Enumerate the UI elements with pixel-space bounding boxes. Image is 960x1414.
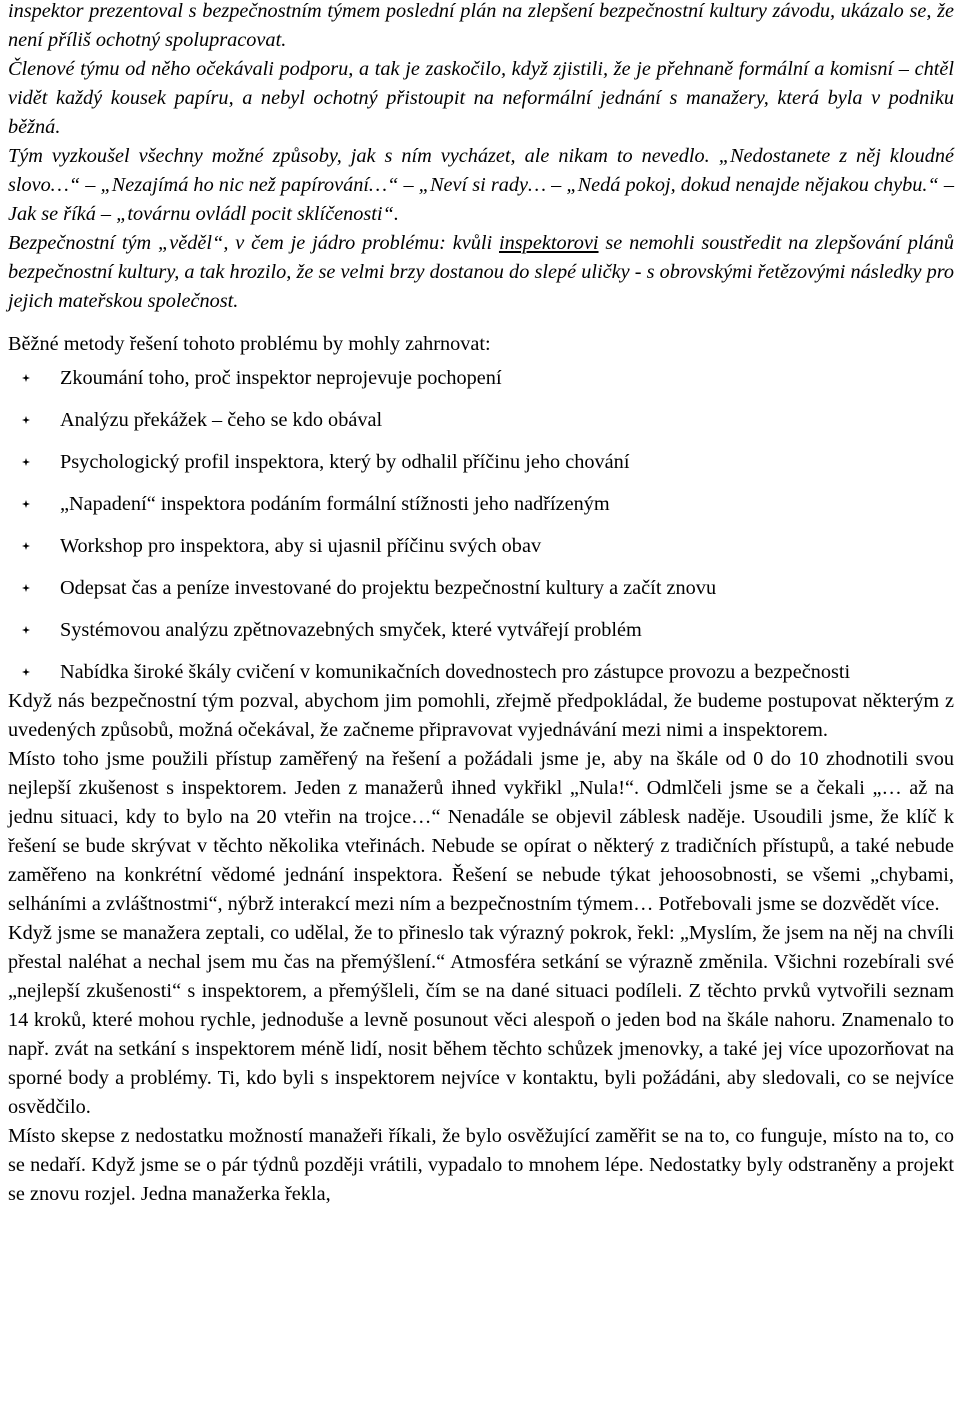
methods-heading: Běžné metody řešení tohoto problému by mohly zahrnovat: xyxy=(8,333,491,355)
closing-paragraph-4: Místo skepse z nedostatku možností manažeři říkali, že bylo osvěžující zaměřit se na to, co funguje, místo na to, co se nedaří. Když jsme se o pár týdnů později vrátili, vypadalo to mnohem lépe. Nedostatky byly odstraněny a projekt se znovu rozjel. Jedna manažerka řekla, xyxy=(8,1125,954,1205)
intro-paragraph-1: inspektor prezentoval s bezpečnostním týmem poslední plán na zlepšení bezpečnostní kultury závodu, ukázalo se, že není příliš ochotný spolupracovat. xyxy=(8,0,954,51)
list-item-text: Nabídka široké škály cvičení v komunikačních dovednostech pro zástupce provozu a bezpečnosti xyxy=(60,661,851,683)
document-page xyxy=(8,0,954,1209)
list-item xyxy=(8,490,954,519)
bullet-icon xyxy=(22,626,30,634)
bullet-icon xyxy=(22,668,30,676)
intro-paragraph-2: Členové týmu od něho očekávali podporu, a tak je zaskočilo, když zjistili, že je přehnaně formální a komisní – chtěl vidět každý kousek papíru, a nebyl ochotný přistoupit na neformální jednání s manažery, která byla v podniku běžná. xyxy=(8,58,954,138)
bullet-icon xyxy=(22,458,30,466)
list-item-text: Workshop pro inspektora, aby si ujasnil příčinu svých obav xyxy=(60,535,542,557)
list-item-text: Analýzu překážek – čeho se kdo obával xyxy=(60,409,383,431)
bullet-icon xyxy=(22,542,30,550)
methods-list xyxy=(8,364,954,687)
safety-text-before: Bezpečnostní tým „věděl“, v čem je jádro problému: kvůli xyxy=(8,232,500,254)
inspector-link[interactable]: inspektorovi xyxy=(499,232,599,254)
intro-paragraph-3: Tým vyzkoušel všechny možné způsoby, jak s ním vycházet, ale nikam to nevedlo. „Nedostanete z něj kloudné slovo…“ – „Nezajímá ho nic než papírování…“ – „Neví si rady… – „Nedá pokoj, dokud nenajde nějakou chybu.“ – Jak se říká – „továrnu ovládl pocit sklíčenosti“. xyxy=(8,145,954,225)
list-item-text: „Napadení“ inspektora podáním formální stížnosti jeho nadřízeným xyxy=(60,493,610,515)
closing-paragraph-3: Když jsme se manažera zeptali, co udělal, že to přineslo tak výrazný pokrok, řekl: „Myslím, že jsem na něj na chvíli přestal naléhat a nechal jsem mu čas na přemýšlení.“ Atmosféra setkání se výrazně změnila. Všichni rozebírali své „nejlepší zkušenosti“ s inspektorem, a přemýšleli, čím se na dané situaci podíleli. Z těchto prvků vytvořili seznam 14 kroků, které mohou rychle, jednoduše a levně posunout věci alespoň o jeden bod na škále nahoru. Znamenalo to např. zvát na setkání s inspektorem méně lidí, nosit během těchto schůzek jmenovky, a také jej více upozorňovat na sporné body a problémy. Ti, kdo byli s inspektorem nejvíce v kontaktu, byli požádáni, aby sledovali, co se nejvíce osvědčilo. xyxy=(8,922,954,1118)
list-item-text: Odepsat čas a peníze investované do projektu bezpečnostní kultury a začít znovu xyxy=(60,577,717,599)
list-item-text: Zkoumání toho, proč inspektor neprojevuje pochopení xyxy=(60,367,502,389)
safety-text-after: se nemohli soustředit na zlepšování plánů bezpečnostní kultury, a tak hrozilo, že se velmi brzy dostanou do slepé uličky - s obrovskými řetězovými následky pro jejich mateřskou společnost. xyxy=(8,232,954,312)
bullet-icon xyxy=(22,416,30,424)
list-item xyxy=(8,532,954,561)
list-item xyxy=(8,448,954,477)
list-item xyxy=(8,616,954,645)
list-item-text: Systémovou analýzu zpětnovazebných smyček, které vytvářejí problém xyxy=(60,619,642,641)
list-item xyxy=(8,658,954,687)
safety-team-paragraph xyxy=(8,229,954,316)
closing-paragraph-2: Místo toho jsme použili přístup zaměřený na řešení a požádali jsme je, aby na škále od 0 do 10 zhodnotili svou nejlepší zkušenost s inspektorem. Jeden z manažerů ihned vykřikl „Nula!“. Odmlčeli jsme se a čekali „… až na jednu situaci, kdy to bylo na 20 vteřin na trojce…“ Nenadále se objevil záblesk naděje. Usoudili jsme, že klíč k řešení se bude skrývat v těchto několika vteřinách. Nebude se opírat o některý z tradičních přístupů, a také nebude zaměřeno na konkrétní vědomé jednání inspektora. Řešení se nebude týkat jehoosobnosti, se všemi „chybami, selháními a zvláštnostmi“, nýbrž interakcí mezi ním a bezpečnostním týmem… Potřebovali jsme se dozvědět více. xyxy=(8,748,954,915)
bullet-icon xyxy=(22,584,30,592)
bullet-icon xyxy=(22,500,30,508)
list-item xyxy=(8,364,954,393)
list-item-text: Psychologický profil inspektora, který by odhalil příčinu jeho chování xyxy=(60,451,630,473)
bullet-icon xyxy=(22,374,30,382)
list-item xyxy=(8,406,954,435)
list-item xyxy=(8,574,954,603)
closing-paragraph-1: Když nás bezpečnostní tým pozval, abychom jim pomohli, zřejmě předpokládal, že budeme postupovat některým z uvedených způsobů, možná očekával, že začneme připravovat vyjednávání mezi nimi a inspektorem. xyxy=(8,690,954,741)
